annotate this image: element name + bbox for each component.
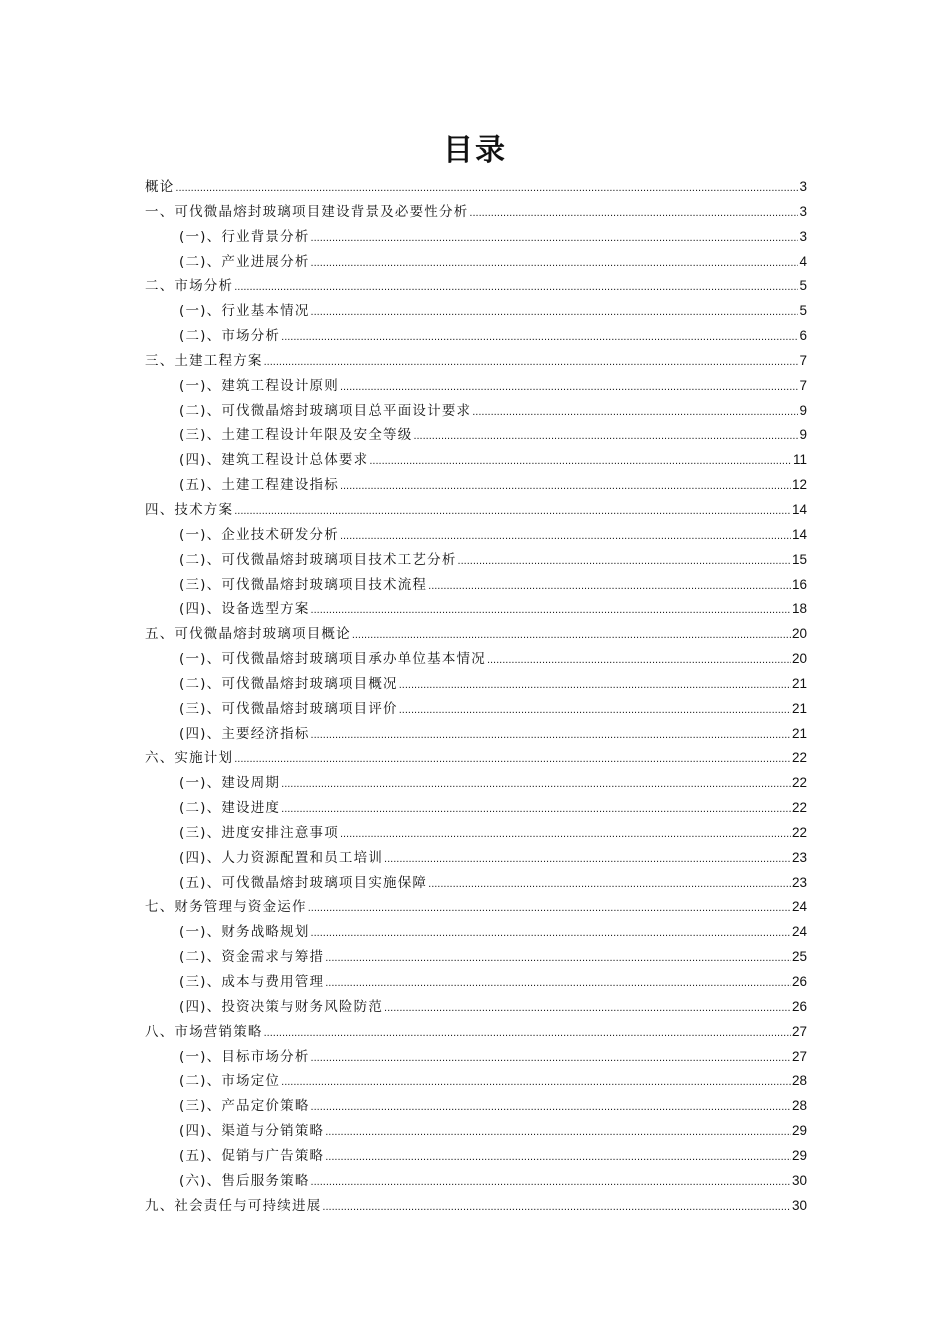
toc-page-number: 5 [799, 303, 807, 319]
toc-leader-dots [311, 251, 799, 276]
toc-entry-text: (五)、促销与广告策略 [179, 1147, 325, 1164]
toc-leader-dots [281, 325, 798, 350]
toc-page-number: 12 [791, 477, 807, 493]
toc-leader-dots [340, 375, 799, 400]
toc-leader-dots [413, 424, 798, 449]
toc-leader-dots [175, 176, 798, 201]
toc-leader-dots [340, 524, 791, 549]
toc-page-number: 5 [799, 278, 807, 294]
toc-leader-dots [311, 723, 791, 748]
toc-leader-dots [340, 822, 791, 847]
toc-entry-text: (二)、可伐微晶熔封玻璃项目概况 [179, 675, 398, 692]
toc-page-number: 23 [791, 874, 807, 890]
toc-subentry[interactable] [145, 970, 807, 995]
toc-leader-dots [311, 598, 791, 623]
toc-page-number: 25 [791, 949, 807, 965]
toc-subentry[interactable] [145, 796, 807, 821]
toc-page-number: 29 [791, 1147, 807, 1163]
toc-leader-dots [340, 474, 791, 499]
toc-entry-text: (二)、可伐微晶熔封玻璃项目总平面设计要求 [179, 402, 472, 419]
toc-subentry[interactable] [145, 448, 807, 473]
toc-entry-text: 八、市场营销策略 [145, 1023, 263, 1040]
toc-entry-text: 五、可伐微晶熔封玻璃项目概论 [145, 626, 351, 643]
toc-page-number: 22 [791, 800, 807, 816]
toc-subentry[interactable] [145, 597, 807, 622]
toc-entry-text: (四)、投资决策与财务风险防范 [179, 998, 384, 1015]
toc-page-number: 29 [791, 1123, 807, 1139]
toc-leader-dots [234, 747, 791, 772]
toc-entry-text: (三)、进度安排注意事项 [179, 824, 339, 841]
toc-page-number: 14 [791, 526, 807, 542]
toc-entry[interactable] [145, 274, 807, 299]
toc-subentry[interactable] [145, 1169, 807, 1194]
toc-page-number: 20 [791, 651, 807, 667]
toc-page-number: 27 [791, 1023, 807, 1039]
toc-leader-dots [311, 1095, 791, 1120]
toc-subentry[interactable] [145, 771, 807, 796]
toc-entry[interactable] [145, 175, 807, 200]
toc-page-number: 28 [791, 1073, 807, 1089]
toc-page-number: 3 [799, 203, 807, 219]
toc-leader-dots [264, 350, 799, 375]
toc-leader-dots [311, 921, 791, 946]
toc-leader-dots [322, 1195, 791, 1220]
toc-page-number: 22 [791, 775, 807, 791]
toc-page-number: 30 [791, 1197, 807, 1213]
toc-page-number: 20 [791, 626, 807, 642]
toc-entry-text: 三、土建工程方案 [145, 352, 263, 369]
toc-page-number: 23 [791, 849, 807, 865]
toc-leader-dots [281, 1070, 791, 1095]
toc-entry-text: (四)、设备选型方案 [179, 601, 310, 618]
toc-entry-text: (一)、财务战略规划 [179, 924, 310, 941]
toc-leader-dots [234, 499, 791, 524]
toc-subentry[interactable] [145, 647, 807, 672]
toc-page-number: 26 [791, 998, 807, 1014]
toc-page-number: 21 [791, 700, 807, 716]
toc-leader-dots [234, 275, 798, 300]
toc-page-number: 7 [799, 377, 807, 393]
toc-subentry[interactable] [145, 299, 807, 324]
toc-subentry[interactable] [145, 672, 807, 697]
toc-leader-dots [428, 872, 791, 897]
toc-leader-dots [311, 1046, 791, 1071]
toc-entry-text: (二)、市场定位 [179, 1073, 281, 1090]
toc-entry[interactable] [145, 746, 807, 771]
toc-subentry[interactable] [145, 399, 807, 424]
toc-page-number: 7 [799, 352, 807, 368]
toc-page-number: 9 [799, 402, 807, 418]
toc-entry-text: (四)、建筑工程设计总体要求 [179, 452, 369, 469]
toc-entry[interactable] [145, 1020, 807, 1045]
toc-leader-dots [325, 971, 791, 996]
toc-entry-text: 九、社会责任与可持续进展 [145, 1197, 322, 1214]
toc-page-number: 24 [791, 899, 807, 915]
toc-page-number: 22 [791, 824, 807, 840]
toc-page-number: 21 [791, 675, 807, 691]
toc-leader-dots [472, 400, 798, 425]
toc-leader-dots [281, 772, 791, 797]
toc-leader-dots [469, 201, 798, 226]
toc-entry-text: (四)、主要经济指标 [179, 725, 310, 742]
toc-subentry[interactable] [145, 225, 807, 250]
toc-leader-dots [458, 549, 791, 574]
toc-leader-dots [281, 797, 791, 822]
toc-entry-text: 四、技术方案 [145, 501, 234, 518]
toc-subentry[interactable] [145, 846, 807, 871]
toc-entry-text: (五)、土建工程建设指标 [179, 477, 339, 494]
toc-entry-text: (三)、可伐微晶熔封玻璃项目评价 [179, 700, 398, 717]
toc-entry-text: 六、实施计划 [145, 750, 234, 767]
toc-subentry[interactable] [145, 423, 807, 448]
toc-page-number: 22 [791, 750, 807, 766]
toc-subentry[interactable] [145, 374, 807, 399]
toc-entry-text: (一)、行业背景分析 [179, 228, 310, 245]
toc-entry-text: (一)、企业技术研发分析 [179, 526, 339, 543]
toc-page-number: 18 [791, 601, 807, 617]
toc-subentry[interactable] [145, 250, 807, 275]
toc-entry[interactable] [145, 498, 807, 523]
toc-page-number: 6 [799, 328, 807, 344]
toc-subentry[interactable] [145, 324, 807, 349]
toc-page-number: 26 [791, 974, 807, 989]
toc-leader-dots [308, 896, 791, 921]
toc-entry-text: 概论 [145, 179, 175, 195]
toc-subentry[interactable] [145, 995, 807, 1020]
toc-entry-text: (一)、行业基本情况 [179, 303, 310, 320]
toc-subentry[interactable] [145, 1119, 807, 1144]
toc-subentry[interactable] [145, 945, 807, 970]
toc-subentry[interactable] [145, 1069, 807, 1094]
toc-leader-dots [325, 1145, 791, 1170]
toc-subentry[interactable] [145, 473, 807, 498]
toc-leader-dots [369, 449, 792, 474]
toc-entry-text: (三)、土建工程设计年限及安全等级 [179, 427, 413, 444]
toc-page-number: 9 [799, 427, 807, 443]
toc-subentry[interactable] [145, 548, 807, 573]
toc-leader-dots [311, 300, 799, 325]
toc-entry-text: (一)、可伐微晶熔封玻璃项目承办单位基本情况 [179, 651, 486, 668]
toc-entry-text: (四)、人力资源配置和员工培训 [179, 849, 384, 866]
toc-subentry[interactable] [145, 821, 807, 846]
toc-entry-text: (二)、产业进展分析 [179, 253, 310, 270]
toc-entry-text: (六)、售后服务策略 [179, 1172, 310, 1189]
toc-entry-text: (二)、建设进度 [179, 800, 281, 817]
toc-subentry[interactable] [145, 697, 807, 722]
toc-subentry[interactable] [145, 1094, 807, 1119]
toc-leader-dots [325, 1120, 791, 1145]
toc-entry-text: (二)、可伐微晶熔封玻璃项目技术工艺分析 [179, 551, 457, 568]
toc-leader-dots [311, 226, 799, 251]
toc-entry-text: (五)、可伐微晶熔封玻璃项目实施保障 [179, 874, 428, 891]
toc-subentry[interactable] [145, 573, 807, 598]
toc-entry-text: 一、可伐微晶熔封玻璃项目建设背景及必要性分析 [145, 203, 469, 220]
toc-entry[interactable] [145, 200, 807, 225]
toc-subentry[interactable] [145, 722, 807, 747]
toc-page-number: 4 [799, 253, 807, 269]
table-of-contents [145, 175, 807, 1218]
toc-subentry[interactable] [145, 523, 807, 548]
toc-leader-dots [264, 1021, 791, 1046]
toc-entry-text: 二、市场分析 [145, 278, 234, 295]
toc-page-number: 3 [799, 179, 807, 194]
toc-entry-text: (一)、建设周期 [179, 775, 281, 792]
page-title: 目录 [443, 133, 507, 168]
toc-entry-text: (三)、成本与费用管理 [179, 974, 325, 990]
toc-page-number: 14 [791, 501, 807, 517]
toc-page-number: 21 [791, 725, 807, 741]
toc-leader-dots [325, 946, 791, 971]
toc-entry-text: (一)、目标市场分析 [179, 1048, 310, 1065]
toc-page-number: 24 [791, 924, 807, 940]
toc-leader-dots [384, 847, 791, 872]
toc-page-number: 16 [791, 576, 807, 592]
toc-entry-text: (三)、产品定价策略 [179, 1098, 310, 1115]
toc-page-number: 15 [791, 551, 807, 567]
toc-page-number: 27 [791, 1048, 807, 1064]
toc-entry-text: (二)、市场分析 [179, 328, 281, 345]
toc-leader-dots [399, 673, 791, 698]
toc-page-number: 28 [791, 1098, 807, 1114]
toc-entry-text: 七、财务管理与资金运作 [145, 899, 307, 916]
toc-leader-dots [311, 1170, 791, 1195]
toc-entry-text: (一)、建筑工程设计原则 [179, 377, 339, 394]
toc-leader-dots [352, 623, 791, 648]
toc-page-number: 30 [791, 1172, 807, 1188]
toc-entry-text: (三)、可伐微晶熔封玻璃项目技术流程 [179, 576, 428, 593]
toc-subentry[interactable] [145, 1144, 807, 1169]
toc-entry-text: (四)、渠道与分销策略 [179, 1123, 325, 1140]
toc-subentry[interactable] [145, 920, 807, 945]
toc-entry[interactable] [145, 895, 807, 920]
toc-leader-dots [384, 996, 791, 1021]
toc-subentry[interactable] [145, 1045, 807, 1070]
toc-leader-dots [399, 698, 791, 723]
toc-entry[interactable] [145, 349, 807, 374]
toc-leader-dots [487, 648, 791, 673]
toc-page-number: 11 [792, 452, 807, 468]
toc-leader-dots [428, 574, 791, 599]
toc-entry-text: (二)、资金需求与筹措 [179, 949, 325, 966]
toc-entry[interactable] [145, 1194, 807, 1219]
toc-subentry[interactable] [145, 871, 807, 896]
toc-entry[interactable] [145, 622, 807, 647]
toc-page-number: 3 [799, 228, 807, 244]
